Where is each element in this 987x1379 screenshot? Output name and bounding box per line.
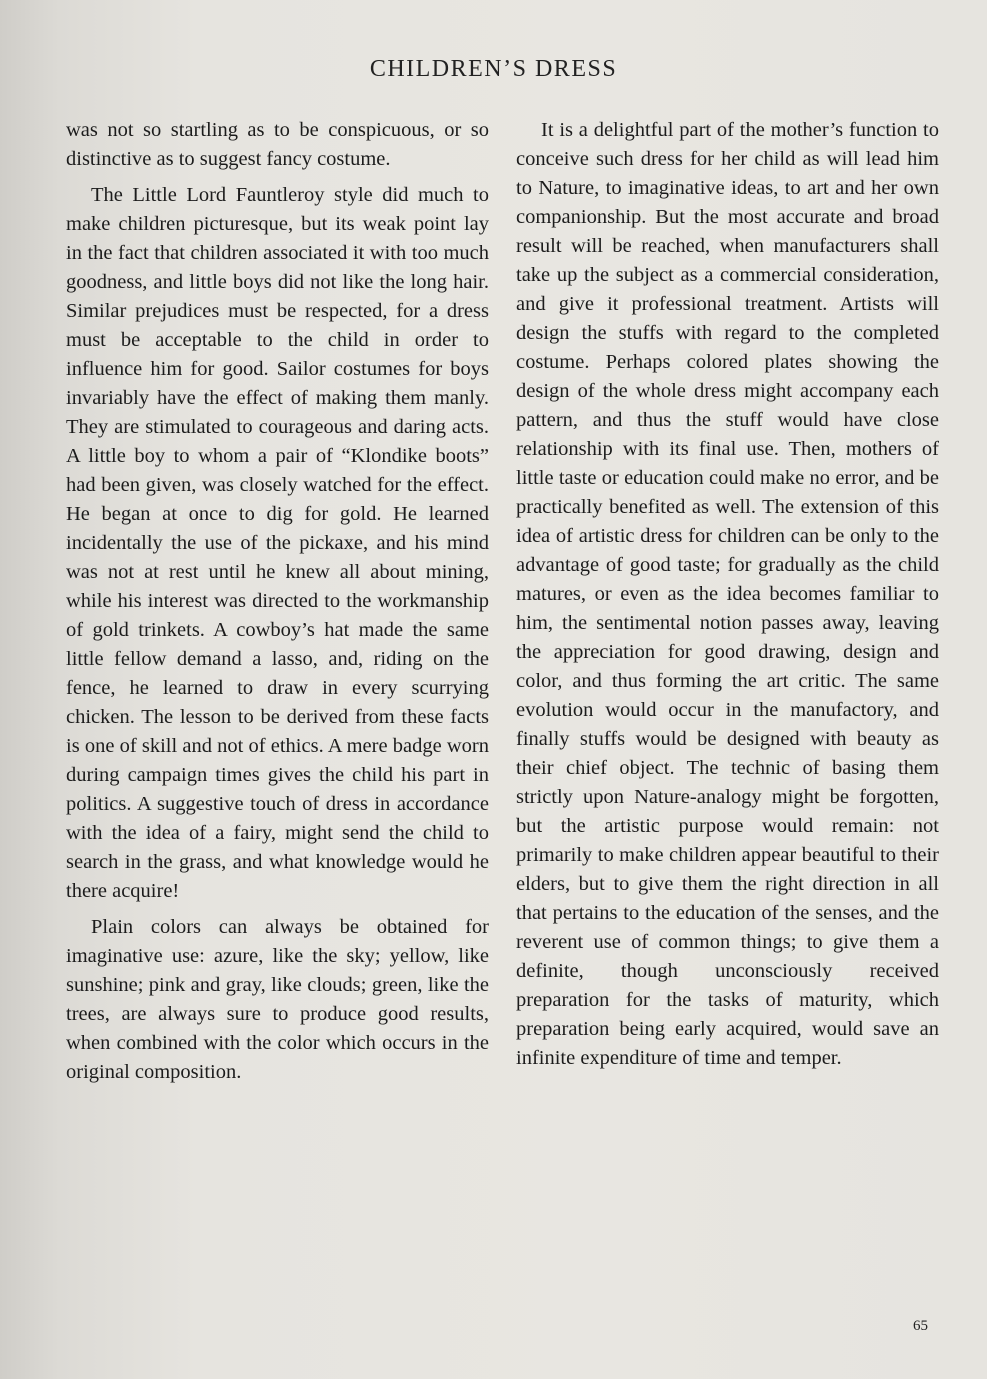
paragraph-continued: was not so startling as to be conspicuous, or so distinctive as to suggest fancy costume. — [66, 119, 489, 170]
left-text-column — [66, 116, 489, 1087]
paragraph-fauntleroy: The Little Lord Fauntleroy style did much to make children picturesque, but its weak point lay in the fact that children associated it with too much goodness, and little boys did not like the long hair. Similar prejudices must be respected, for a dress must be acceptable to the child in order to influence him for good. Sailor costumes for boys invariably have the effect of making them manly. They are stimulated to courageous and daring acts. A little boy to whom a pair of “Klondike boots” had been given, was closely watched for the effect. He began at once to dig for gold. He learned incidentally the use of the pickaxe, and his mind was not at rest until he knew all about mining, while his interest was directed to the workmanship of gold trinkets. A cowboy’s hat made the same little fellow demand a lasso, and, riding on the fence, he learned to draw in every scurrying chicken. The lesson to be derived from these facts is one of skill and not of ethics. A mere badge worn during campaign times gives the child his part in politics. A suggestive touch of dress in accordance with the idea of a fairy, might send the child to search in the grass, and what knowledge would he there acquire! — [66, 184, 489, 902]
running-header: CHILDREN’S DRESS — [369, 56, 618, 82]
right-text-column — [516, 116, 939, 1073]
page-number: 65 — [913, 1318, 928, 1334]
paragraph-mothers-function: It is a delightful part of the mother’s function to conceive such dress for her child as will lead him to Nature, to imaginative ideas, to art and her own companionship. But the most accurate and broad result will be reached, when manufacturers shall take up the subject as a commercial consideration, and give it professional treatment. Artists will design the stuffs with regard to the completed costume. Perhaps colored plates showing the design of the whole dress might accompany each pattern, and thus the stuff would have close relationship with its final use. Then, mothers of little taste or education could make no error, and be practically benefited as well. The extension of this idea of artistic dress for children can be only to the advantage of good taste; for gradually as the child matures, or even as the idea becomes familiar to him, the sentimental notion passes away, leaving the appreciation for good drawing, design and color, and thus forming the art critic. The same evolution would occur in the manufactory, and finally stuffs would be designed with beauty as their chief object. The technic of basing them strictly upon Nature-analogy might be forgotten, but the artistic purpose would remain: not primarily to make children appear beautiful to their elders, but to give them the right direction in all that pertains to the education of the senses, and the reverent use of common things; to give them a definite, though unconsciously received preparation for the tasks of maturity, which preparation being early acquired, would save an infinite expenditure of time and temper. — [516, 119, 939, 1069]
paragraph-plain-colors: Plain colors can always be obtained for imaginative use: azure, like the sky; yellow, like sunshine; pink and gray, like clouds; green, like the trees, are always sure to produce good results, when combined with the color which occurs in the original composition. — [66, 916, 489, 1083]
